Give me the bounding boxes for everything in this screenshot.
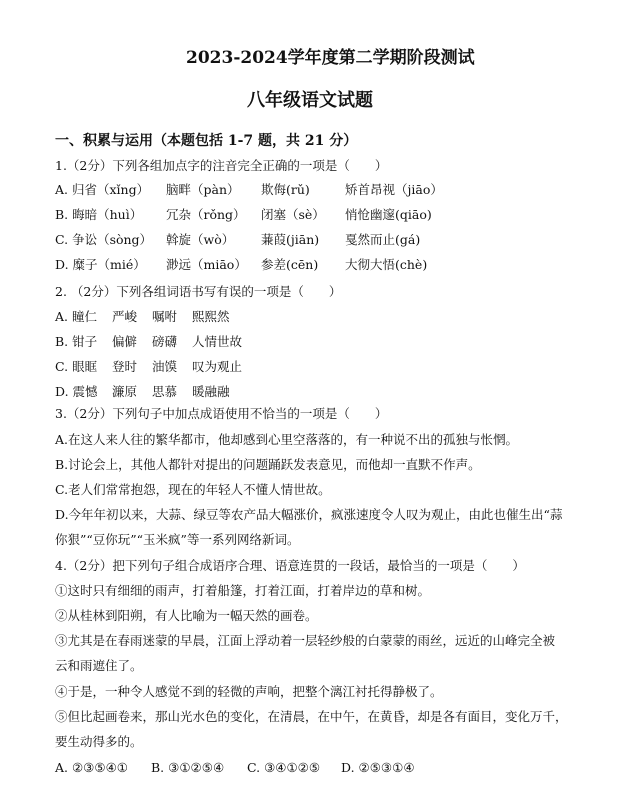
question-1-option-a [55,184,443,197]
question-4-options [55,762,415,775]
option-c-item-2: 斡旋（wò） [166,232,235,247]
option-c-item-3: 蒹葭(jiān) [261,232,320,247]
option-b-item-4: 悄怆幽邃(qiāo) [345,207,432,222]
word-3: 油馍 [152,359,178,374]
option-d-item-3: 参差(cēn) [261,257,319,272]
word-1: A. 瞳仁 [55,309,97,324]
question-3-option-a: A.在这人来人往的繁华都市，他却感到心里空落落的，有一种说不出的孤独与怅惘。 [55,432,519,447]
option-c-item-1: C. 争讼（sòng） [55,232,153,247]
question-2-option-a [55,311,230,324]
option-b-item-1: B. 晦暗（huì） [55,207,143,222]
option-b-item-3: 闭塞（sè） [261,207,325,222]
word-4: 人情世故 [192,334,243,349]
question-4-stem: 4.（2分）把下列句子组合成语序合理、语意连贯的一段话，最恰当的一项是（ ） [55,558,525,573]
word-2: 偏僻 [112,334,138,349]
sentence-3-line-1: ③尤其是在春雨迷蒙的早晨，江面上浮动着一层轻纱般的白蒙蒙的雨丝，远近的山峰完全被 [55,633,556,648]
word-1: C. 眼眶 [55,359,98,374]
question-2-stem: 2. （2分）下列各组词语书写有误的一项是（ ） [55,284,342,299]
option-d-item-2: 渺远（miāo） [166,257,247,272]
word-4: 叹为观止 [192,359,243,374]
question-1-option-d [55,259,427,272]
option-c: C. ③④①②⑤ [247,760,321,775]
sentence-1: ①这时只有细细的雨声，打着船篷，打着江面，打着岸边的草和树。 [55,583,431,598]
option-d-item-4: 大彻大悟(chè) [345,257,428,272]
option-a-item-1: A. 归省（xǐng） [55,182,150,197]
word-2: 登时 [112,359,138,374]
question-3-option-b: B.讨论会上，其他人都针对提出的问题踊跃发表意见，而他却一直默不作声。 [55,457,481,472]
option-a-item-2: 脑畔（pàn） [166,182,240,197]
option-b-item-2: 冗杂（rǒng） [166,207,246,222]
question-1-option-c [55,234,420,247]
word-3: 嘱咐 [152,309,178,324]
word-4: 暖融融 [192,384,230,399]
question-2-option-c [55,361,242,374]
sentence-4: ④于是，一种令人感觉不到的轻微的声响，把整个漓江衬托得静极了。 [55,684,443,699]
question-3-stem: 3.（2分）下列句子中加点成语使用不恰当的一项是（ ） [55,406,388,421]
sentence-3-line-2: 云和雨遮住了。 [55,658,143,673]
word-3: 磅礴 [152,334,178,349]
sentence-5-line-1: ⑤但比起画卷来，那山光水色的变化，在清晨，在中午，在黄昏，却是各有面目，变化万千， [55,709,568,724]
page-title: 2023-2024学年度第二学期阶段测试 [186,48,475,68]
question-2-option-b [55,336,242,349]
word-4: 熙熙然 [192,309,230,324]
sentence-2: ②从桂林到阳朔，有人比喻为一幅天然的画卷。 [55,608,318,623]
question-3-option-d-line-2: 你狠”“豆你玩”“玉米疯”等一系列网络新词。 [55,532,300,547]
question-1-option-b [55,209,432,222]
word-1: B. 钳子 [55,334,98,349]
page-subtitle: 八年级语文试题 [247,90,373,111]
word-2: 濂原 [112,384,138,399]
question-1-stem: 1.（2分）下列各组加点字的注音完全正确的一项是（ ） [55,158,388,173]
question-2-option-d [55,386,230,399]
option-d: D. ②⑤③①④ [341,760,415,775]
word-2: 严峻 [112,309,138,324]
option-a-item-4: 矫首昂视（jiāo） [345,182,443,197]
option-a-item-3: 欺侮(rǔ) [261,182,310,197]
option-d-item-1: D. 糜子（mié） [55,257,146,272]
word-1: D. 震憾 [55,384,98,399]
option-b: B. ③①②⑤④ [151,760,225,775]
option-a: A. ②③⑤④① [55,760,129,775]
question-3-option-c: C.老人们常常抱怨，现在的年轻人不懂人情世故。 [55,482,331,497]
sentence-5-line-2: 要生动得多的。 [55,734,143,749]
section-heading: 一、积累与运用（本题包括 1-7 题，共 21 分） [55,133,358,149]
question-3-option-d-line-1: D.今年年初以来，大蒜、绿豆等农产品大幅涨价，疯涨速度令人叹为观止，由此也催生出“蒜 [55,507,563,522]
word-3: 思慕 [152,384,178,399]
option-c-item-4: 戛然而止(gá) [345,232,421,247]
